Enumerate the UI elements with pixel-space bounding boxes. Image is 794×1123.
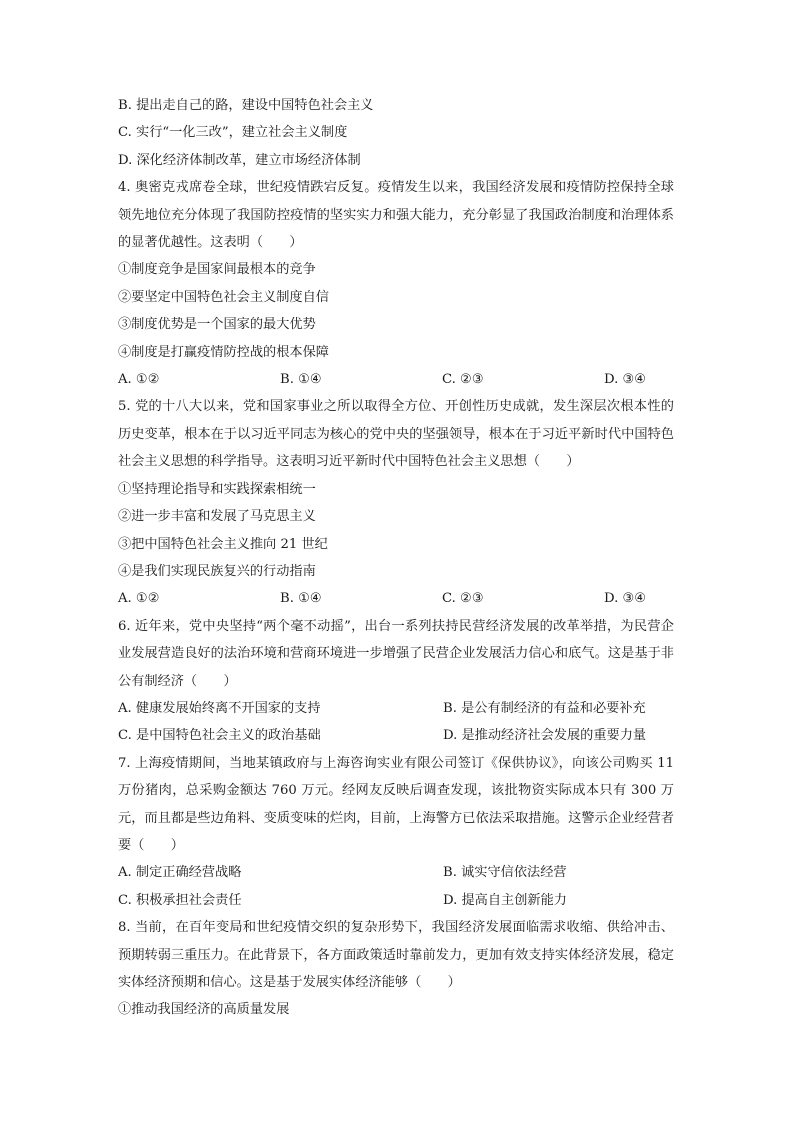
- q6-stem: 6. 近年来，党中央坚持“两个毫不动摇”，出台一系列扶持民营经济发展的改革举措，为民营企业发展营造良好的法治环境和营商环境进一步增强了民营企业发展活力信心和底气。这是基于非公有制经济（ ）: [118, 618, 674, 689]
- q5-option-a: A. ①②: [118, 591, 160, 607]
- q6-option-b: B. 是公有制经济的有益和必要补充: [443, 700, 646, 716]
- q5-item-2: ②进一步丰富和发展了马克思主义: [118, 509, 316, 525]
- q6-option-c: C. 是中国特色社会主义的政治基础: [118, 728, 321, 744]
- q5-option-d: D. ③④: [604, 591, 647, 607]
- q4-options: [118, 366, 674, 393]
- prev-option-d: D. 深化经济体制改革，建立市场经济体制: [118, 152, 361, 168]
- q4-item-4: ④制度是打赢疫情防控战的根本保障: [118, 344, 329, 360]
- q7-option-d: D. 提高自主创新能力: [443, 892, 567, 908]
- q7-option-c: C. 积极承担社会责任: [118, 892, 242, 908]
- q5-option-b: B. ①④: [280, 591, 322, 607]
- q7-option-b: B. 诚实守信依法经营: [443, 865, 567, 881]
- prev-option-c: C. 实行“一化三改”，建立社会主义制度: [118, 125, 348, 141]
- q6-options-row-1: [118, 695, 674, 722]
- q5-stem: 5. 党的十八大以来，党和国家事业之所以取得全方位、开创性历史成就，发生深层次根本性的历史变革，根本在于以习近平同志为核心的党中央的坚强领导，根本在于习近平新时代中国特色社会主义思想的科学指导。这表明习近平新时代中国特色社会主义思想（ ）: [118, 399, 674, 470]
- q6-option-a: A. 健康发展始终离不开国家的支持: [118, 700, 321, 716]
- q5-item-1: ①坚持理论指导和实践探索相统一: [118, 481, 316, 497]
- q4-option-c: C. ②③: [442, 372, 484, 388]
- q7-option-a: A. 制定正确经营战略: [118, 865, 242, 881]
- q5-options: [118, 585, 674, 612]
- prev-option-b: B. 提出走自己的路，建设中国特色社会主义: [118, 98, 374, 113]
- q4-stem: 4. 奥密克戎席卷全球，世纪疫情跌宕反复。疫情发生以来，我国经济发展和疫情防控保持全球领先地位充分体现了我国防控疫情的坚实实力和强大能力，充分彰显了我国政治制度和治理体系的显著优越性。这表明（ ）: [118, 180, 674, 251]
- q5-item-4: ④是我们实现民族复兴的行动指南: [118, 563, 316, 579]
- q7-options-row-1: [118, 859, 674, 886]
- q7-options-row-2: [118, 887, 674, 914]
- q4-option-a: A. ①②: [118, 372, 160, 388]
- q6-option-d: D. 是推动经济社会发展的重要力量: [443, 728, 647, 744]
- q4-option-d: D. ③④: [604, 372, 647, 388]
- q7-stem: 7. 上海疫情期间，当地某镇政府与上海咨询实业有限公司签订《保供协议》，向该公司购买 11 万份猪肉，总采购金额达 760 万元。经网友反映后调查发现，该批物资实际成本只有 300 万元，而且都是些边角料、变质变味的烂肉，目前，上海警方已依法采取措施。这警示企业经营者要（ ）: [118, 755, 674, 853]
- q6-options-row-2: [118, 722, 674, 749]
- q8-item-1: ①推动我国经济的高质量发展: [118, 1002, 290, 1018]
- q4-item-1: ①制度竞争是国家间最根本的竞争: [118, 262, 316, 278]
- q4-item-2: ②要坚定中国特色社会主义制度自信: [118, 289, 329, 305]
- q8-stem: 8. 当前，在百年变局和世纪疫情交织的复杂形势下，我国经济发展面临需求收缩、供给冲击、预期转弱三重压力。在此背景下，各方面政策适时靠前发力，更加有效支持实体经济发展，稳定实体经济预期和信心。这是基于发展实体经济能够（ ）: [118, 920, 674, 990]
- q5-option-c: C. ②③: [442, 591, 484, 607]
- q4-item-3: ③制度优势是一个国家的最大优势: [118, 317, 316, 333]
- document-page: [118, 92, 674, 1024]
- q4-option-b: B. ①④: [280, 372, 322, 388]
- q5-item-3: ③把中国特色社会主义推向 21 世纪: [118, 536, 328, 552]
